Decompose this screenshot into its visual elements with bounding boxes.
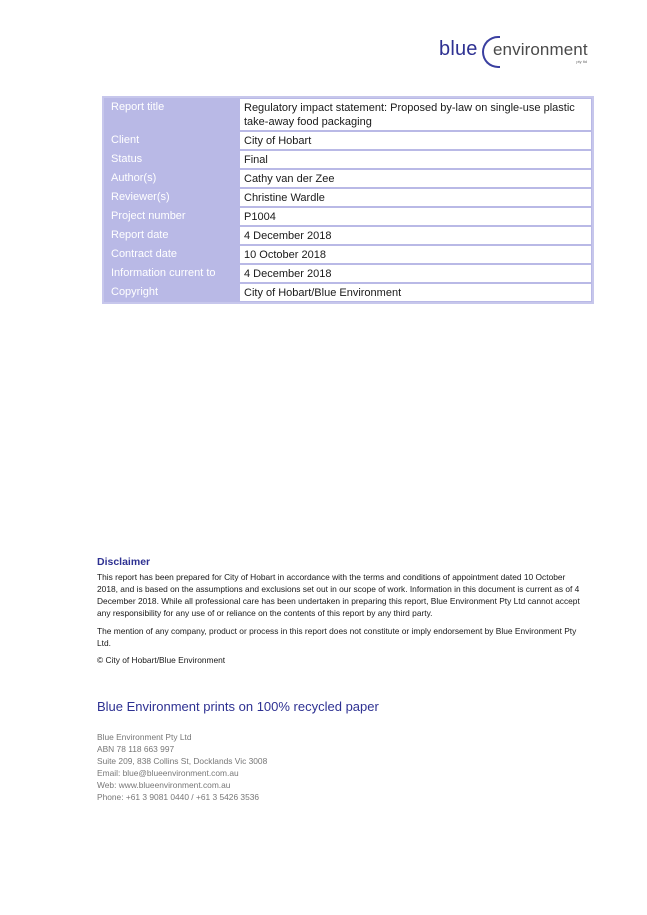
recycled-paper-note: Blue Environment prints on 100% recycled paper — [97, 699, 379, 714]
row-label: Author(s) — [104, 169, 239, 188]
table-row — [104, 150, 592, 169]
row-value: City of Hobart/Blue Environment — [239, 283, 592, 302]
table-row — [104, 264, 592, 283]
row-value: 4 December 2018 — [239, 226, 592, 245]
row-label: Project number — [104, 207, 239, 226]
row-value: Regulatory impact statement: Proposed by-law on single-use plastic take-away food packaging — [239, 98, 592, 131]
logo-subtext: pty ltd — [576, 59, 587, 64]
report-info-table — [102, 96, 594, 304]
disclaimer-paragraph-1: This report has been prepared for City of Hobart in accordance with the terms and conditions of appointment dated 10 October 2018, and is based on the assumptions and exclusions set out in our scope of work. Information in this document is current as of 4 December 2018. While all professional care has been undertaken in preparing this report, Blue Environment Pty Ltd cannot accept any responsibility for any use of or reliance on the contents of this report by any third party. — [97, 572, 580, 618]
row-label: Client — [104, 131, 239, 150]
table-row — [104, 283, 592, 302]
contact-abn: ABN 78 118 663 997 — [97, 744, 175, 754]
row-value: 10 October 2018 — [239, 245, 592, 264]
row-value: City of Hobart — [239, 131, 592, 150]
row-label: Contract date — [104, 245, 239, 264]
contact-address: Suite 209, 838 Collins St, Docklands Vic 3008 — [97, 756, 268, 766]
row-value: 4 December 2018 — [239, 264, 592, 283]
disclaimer-paragraph-2: The mention of any company, product or process in this report does not constitute or imply endorsement by Blue Environment Pty Ltd. — [97, 626, 577, 648]
row-value: P1004 — [239, 207, 592, 226]
contact-web: Web: www.blueenvironment.com.au — [97, 780, 231, 790]
disclaimer-title: Disclaimer — [97, 556, 151, 568]
row-label: Report title — [104, 98, 239, 131]
table-row — [104, 98, 592, 131]
table-row — [104, 131, 592, 150]
table-row — [104, 245, 592, 264]
table-row — [104, 207, 592, 226]
row-value: Christine Wardle — [239, 188, 592, 207]
table-row — [104, 226, 592, 245]
contact-phone: Phone: +61 3 9081 0440 / +61 3 5426 3536 — [97, 792, 260, 802]
contact-block — [97, 731, 267, 803]
row-label: Status — [104, 150, 239, 169]
table-row — [104, 188, 592, 207]
row-label: Copyright — [104, 283, 239, 302]
copyright-notice: © City of Hobart/Blue Environment — [97, 655, 226, 665]
logo-word-environment: environment — [493, 40, 588, 59]
row-value: Cathy van der Zee — [239, 169, 592, 188]
row-label: Reviewer(s) — [104, 188, 239, 207]
disclaimer-section — [97, 556, 587, 665]
contact-email: Email: blue@blueenvironment.com.au — [97, 768, 239, 778]
company-logo — [439, 38, 589, 68]
table-row — [104, 169, 592, 188]
row-value: Final — [239, 150, 592, 169]
row-label: Report date — [104, 226, 239, 245]
row-label: Information current to — [104, 264, 239, 283]
logo-word-blue: blue — [439, 38, 478, 60]
contact-company: Blue Environment Pty Ltd — [97, 732, 192, 742]
